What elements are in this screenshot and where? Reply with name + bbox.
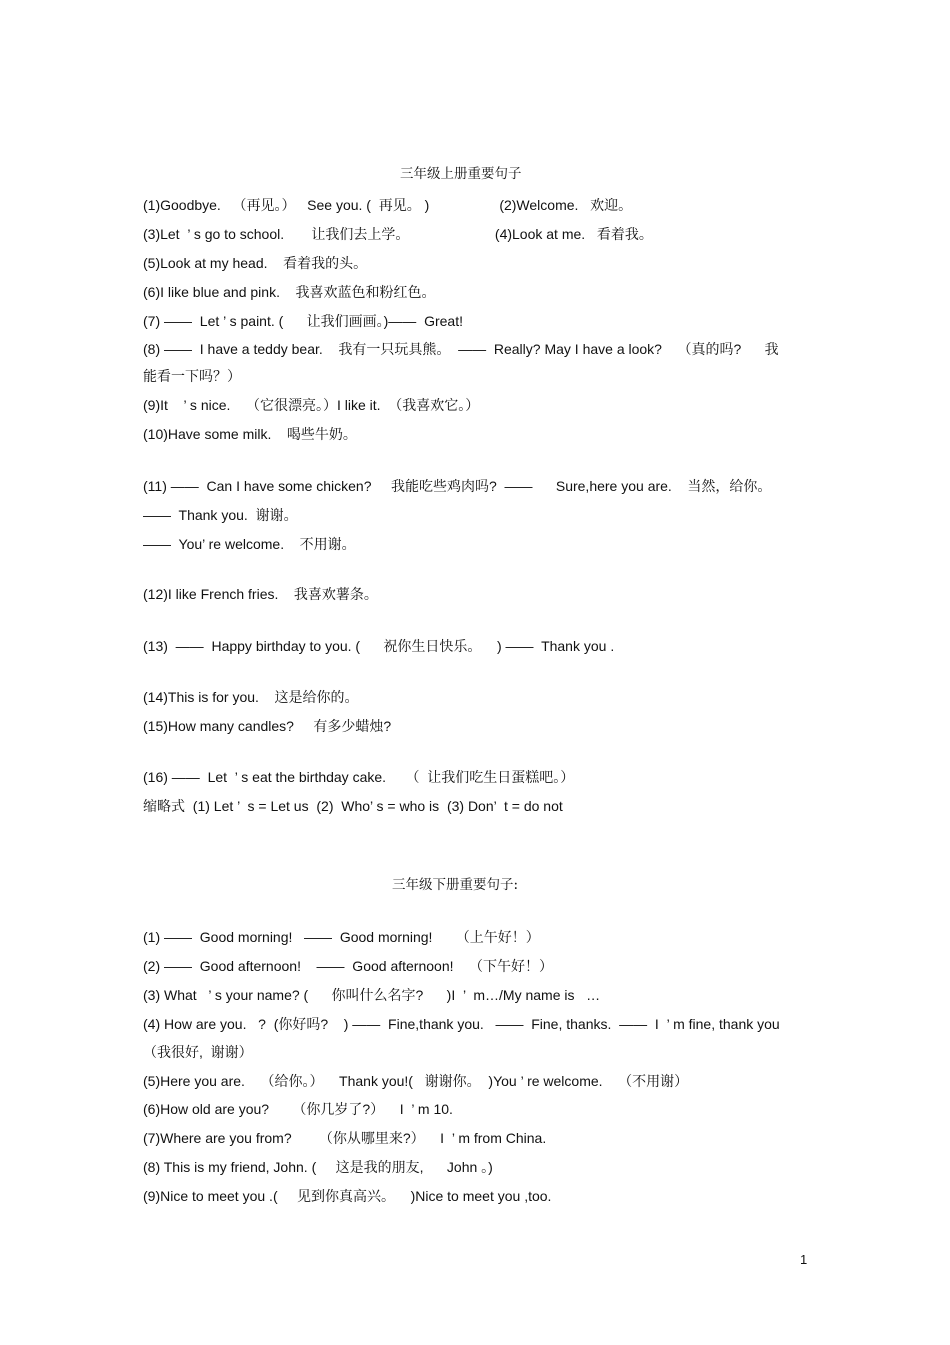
sentence-line: (7)Where are you from? （你从哪里来?） I ’ m from China. (143, 1130, 547, 1146)
sentence-line: （我很好, 谢谢） (143, 1044, 253, 1060)
sentence-line: (1)Goodbye. （再见。） See you. ( 再见。 ) (2)Welcome. 欢迎。 (143, 197, 633, 213)
page-number: 1 (800, 1252, 808, 1267)
sentence-line: (10)Have some milk. 喝些牛奶。 (143, 426, 357, 442)
sentence-line: (5)Look at my head. 看着我的头。 (143, 255, 368, 271)
sentence-line: 能看一下吗？） (143, 368, 241, 384)
section2-title: 三年级下册重要句子: (392, 877, 519, 893)
sentence-line: (11) —— Can I have some chicken? 我能吃些鸡肉吗? —— Sure,here you are. 当然，给你。 (143, 478, 772, 494)
sentence-line: (6)How old are you? （你几岁了?） I ’ m 10. (143, 1101, 453, 1117)
abbreviation-line: 缩略式 (1) Let ’ s = Let us (2) Who’ s = who is (3) Don’ t = do not (143, 798, 563, 814)
sentence-line: (6)I like blue and pink. 我喜欢蓝色和粉红色。 (143, 284, 436, 300)
sentence-line: (9)It ’ s nice. （它很漂亮。）I like it. （我喜欢它。） (143, 397, 480, 413)
section1-title: 三年级上册重要句子 (400, 166, 522, 182)
sentence-line: (5)Here you are. （给你。） Thank you!( 谢谢你。 )You ’ re welcome. （不用谢） (143, 1073, 689, 1089)
sentence-line: (2) —— Good afternoon! —— Good afternoon! （下午好！） (143, 958, 554, 974)
sentence-line: —— You’ re welcome. 不用谢。 (143, 536, 356, 552)
sentence-line: (1) —— Good morning! —— Good morning! （上午好！） (143, 929, 540, 945)
sentence-line: (12)I like French fries. 我喜欢薯条。 (143, 586, 378, 602)
sentence-line: (14)This is for you. 这是给你的。 (143, 689, 359, 705)
sentence-line: (8) —— I have a teddy bear. 我有一只玩具熊。 —— Really? May I have a look? （真的吗? 我 (143, 341, 779, 357)
sentence-line: —— Thank you. 谢谢。 (143, 507, 298, 523)
sentence-line: (7) —— Let ’ s paint. ( 让我们画画。)—— Great! (143, 313, 463, 329)
sentence-line: (9)Nice to meet you .( 见到你真高兴。 )Nice to meet you ,too. (143, 1188, 552, 1204)
sentence-line: (8) This is my friend, John. ( 这是我的朋友, John 。) (143, 1159, 493, 1175)
sentence-line: (3)Let ’ s go to school. 让我们去上学。 (4)Look at me. 看着我。 (143, 226, 653, 242)
sentence-line: (15)How many candles? 有多少蜡烛? (143, 718, 392, 734)
sentence-line: (3) What ’ s your name? ( 你叫什么名字? )I ’ m…/My name is … (143, 987, 601, 1003)
sentence-line: (4) How are you. ? (你好吗? ) —— Fine,thank you. —— Fine, thanks. —— I ’ m fine, thank you (143, 1016, 780, 1032)
sentence-line: (16) —— Let ’ s eat the birthday cake. （ 让我们吃生日蛋糕吧。） (143, 769, 575, 785)
sentence-line: (13) —— Happy birthday to you. ( 祝你生日快乐。 ) —— Thank you . (143, 638, 615, 654)
